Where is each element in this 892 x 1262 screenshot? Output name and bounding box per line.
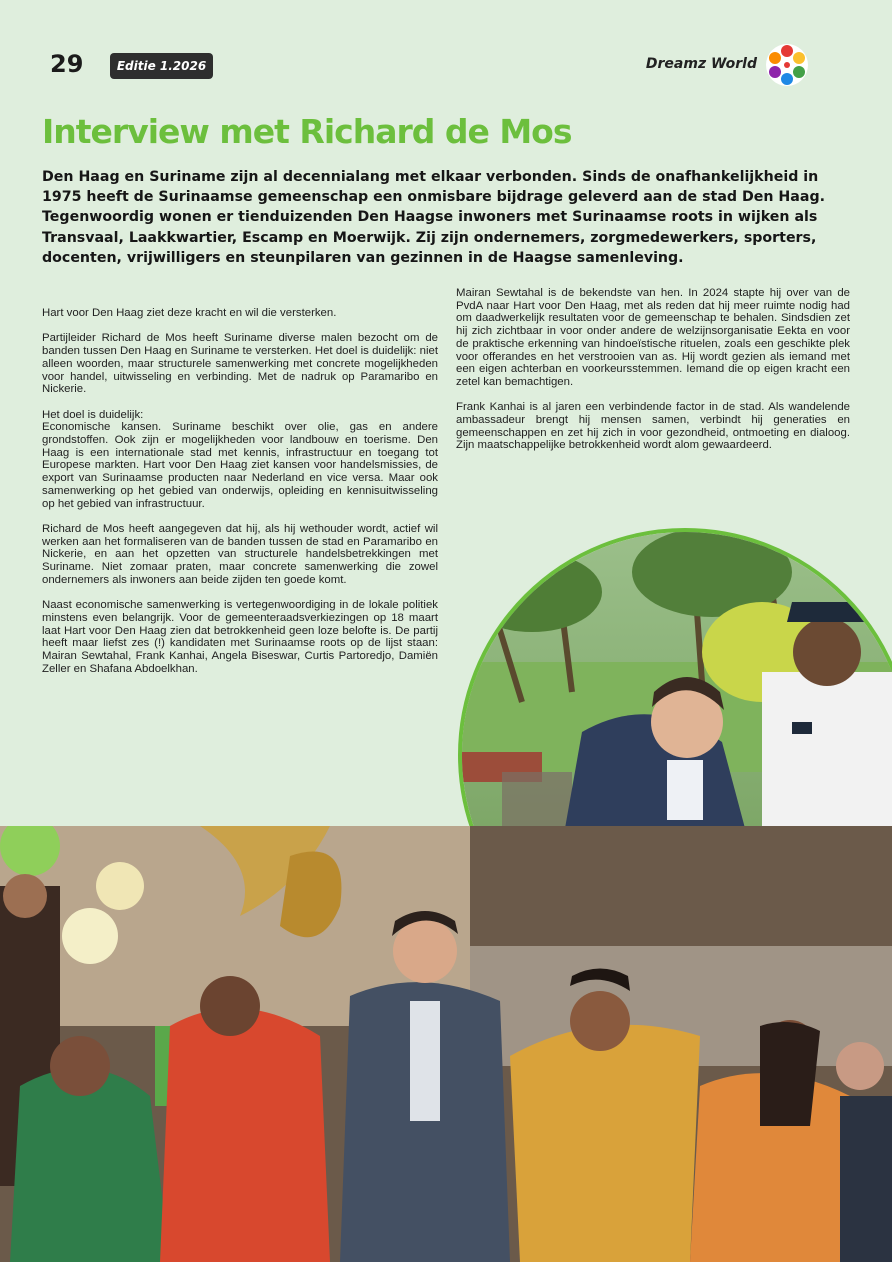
- paragraph: Richard de Mos heeft aangegeven dat hij, als hij wethouder wordt, actief wil werken aan het formaliseren van de banden tussen de stad en Paramaribo en Nickerie, en aan het opzetten van structurele handelsbetrekkingen met Suriname. Niet zomaar praten, maar concrete samenwerking die zowel ondernemers als inwoners aan beide zijden ten goede komt.: [42, 522, 438, 586]
- article-title: Interview met Richard de Mos: [42, 112, 572, 151]
- paragraph: Economische kansen. Suriname beschikt over olie, gas en andere grondstoffen. Ook zijn er mogelijkheden voor landbouw en toerisme. Den Haag is een internationale stad met kennis, infrastructuur en toegang tot Europese markten. Hart voor Den Haag ziet kansen voor handelsmissies, de export van Surinaamse producten naar Nederland en vice versa. Maar ook samenwerking op het gebied van onderwijs, opleiding en kennisuitwisseling op het gebied van infrastructuur.: [42, 421, 438, 510]
- dance-photo: [0, 826, 892, 1262]
- paragraph: Het doel is duidelijk:: [42, 408, 144, 421]
- paragraph: Hart voor Den Haag ziet deze kracht en wil die versterken.: [42, 307, 337, 319]
- brand-name: Dreamz World: [645, 56, 757, 72]
- left-column: [42, 307, 438, 688]
- article-lead: Den Haag en Suriname zijn al decennialang met elkaar verbonden. Sinds de onafhankelijkheid in 1975 heeft de Surinaamse gemeenschap een onmisbare bijdrage geleverd aan de stad Den Haag. Tegenwoordig wonen er tienduizenden Den Haagse inwoners met Surinaamse roots in wijken als Transvaal, Laakkwartier, Escamp en Moerwijk. Zij zijn ondernemers, zorgmedewerkers, sporters, docenten, vrijwilligers en steunpilaren van gezinnen in de Haagse samenleving.: [42, 169, 825, 266]
- dreamz-world-logo-icon: [765, 43, 809, 87]
- edition-badge: Editie 1.2026: [110, 53, 213, 79]
- right-column: [456, 287, 850, 465]
- paragraph: Mairan Sewtahal is de bekendste van hen. In 2024 stapte hij over van de PvdA naar Hart voor Den Haag, met als reden dat hij meer ruimte nodig had om daadwerkelijk resultaten voor de gemeenschap te behalen. Sindsdien zet hij zich zichtbaar in voor onder andere de welzijnsorganisatie Eekta en voor de praktische erkenning van hindoeïstische rituelen, zoals een geschikte plek voor offerandes en het verstrooien van as. Hij wordt gezien als iemand met een eigen achterban en voorkeursstemmen. Iemand die op eigen kracht een zetel kan bemachtigen.: [456, 287, 850, 388]
- paragraph: Frank Kanhai is al jaren een verbindende factor in de stad. Als wandelende ambassadeur brengt hij mensen samen, verbindt hij generaties en gemeenschappen en zet hij zich in voor gezondheid, ontmoeting en dialoog. Zijn maatschappelijke betrokkenheid wordt alom gewaardeerd.: [456, 401, 850, 452]
- paragraph: Naast economische samenwerking is vertegenwoordiging in de lokale politiek minstens even belangrijk. Voor de gemeenteraadsverkiezingen op 18 maart laat Hart voor Den Haag zien dat betrokkenheid geen loze belofte is. De partij heeft maar liefst zes (!) kandidaten met Surinaamse roots op de lijst staan: Mairan Sewtahal, Frank Kanhai, Angela Biseswar, Curtis Partoredjo, Damiën Zeller en Shafana Abdoelkhan.: [42, 599, 438, 675]
- paragraph: Partijleider Richard de Mos heeft Suriname diverse malen bezocht om de banden tussen Den Haag en Suriname te versterken. Het doel is duidelijk: niet alleen woorden, maar structurele samenwerking met concrete mogelijkheden voor handel, uitwisseling en verbinding. Met de nadruk op Paramaribo en Nickerie.: [42, 332, 438, 396]
- page-number: 29: [50, 50, 84, 78]
